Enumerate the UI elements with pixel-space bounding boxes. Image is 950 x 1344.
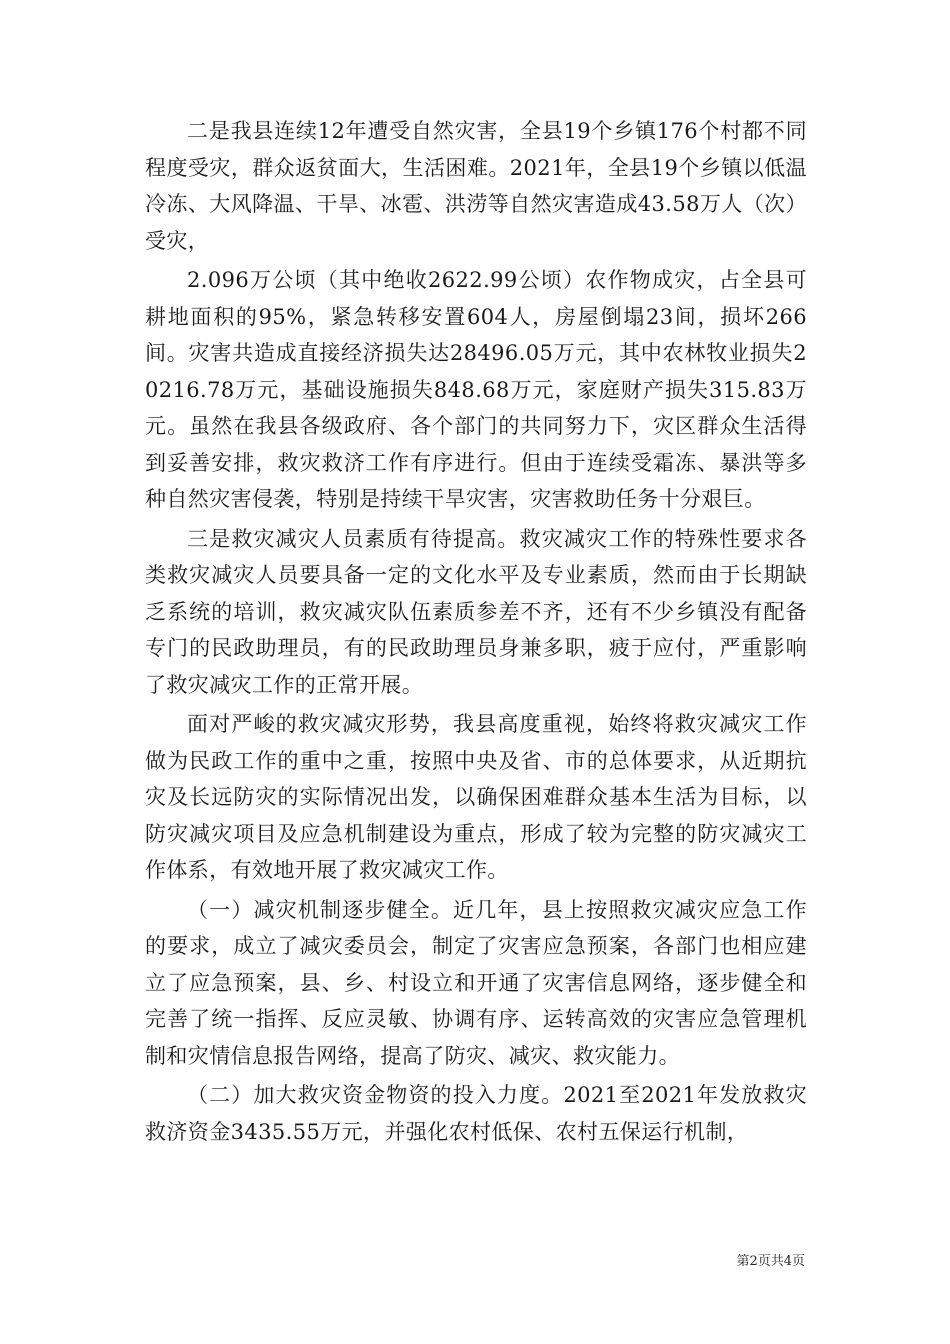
paragraph-funding: （二）加大救灾资金物资的投入力度。2021至2021年发放救灾救济资金3435.55万元，并强化农村低保、农村五保运行机制， <box>145 1083 807 1144</box>
paragraph-mechanism: （一）减灾机制逐步健全。近几年，县上按照救灾减灾应急工作的要求，成立了减灾委员会，制定了灾害应急预案，各部门也相应建立了应急预案，县、乡、村设立和开通了灾害信息网络，逐步健全和完善了统一指挥、反应灵敏、协调有序、运转高效的灾害应急管理机制和灾情信息报告网络，提高了防灾、减灾、救灾能力。 <box>145 897 807 1068</box>
paragraph-disaster-history: 二是我县连续12年遭受自然灾害，全县19个乡镇176个村都不同程度受灾，群众返贫面大，生活困难。2021年，全县19个乡镇以低温冷冻、大风降温、干旱、冰雹、洪涝等自然灾害造成43.58万人（次）受灾， <box>145 119 807 253</box>
paragraph-crop-losses: 2.096万公顷（其中绝收2622.99公顷）农作物成灾，占全县可耕地面积的95%，紧急转移安置604人，房屋倒塌23间，损坏266间。灾害共造成直接经济损失达28496.05万元，其中农林牧业损失20216.78万元，基础设施损失848.68万元，家庭财产损失315.83万元。虽然在我县各级政府、各个部门的共同努力下，灾区群众生活得到妥善安排，救灾救济工作有序进行。但由于连续受霜冻、暴洪等多种自然灾害侵袭，特别是持续干旱灾害，灾害救助任务十分艰巨。 <box>145 268 807 511</box>
paragraph-staff-quality: 三是救灾减灾人员素质有待提高。救灾减灾工作的特殊性要求各类救灾减灾人员要具备一定的文化水平及专业素质，然而由于长期缺乏系统的培训，救灾减灾队伍素质参差不齐，还有不少乡镇没有配备专门的民政助理员，有的民政助理员身兼多职，疲于应付，严重影响了救灾减灾工作的正常开展。 <box>145 526 807 697</box>
document-body <box>145 113 807 1150</box>
paragraph-county-response: 面对严峻的救灾减灾形势，我县高度重视，始终将救灾减灾工作做为民政工作的重中之重，按照中央及省、市的总体要求，从近期抗灾及长远防灾的实际情况出发，以确保困难群众基本生活为目标，以防灾减灾项目及应急机制建设为重点，形成了较为完整的防灾减灾工作体系，有效地开展了救灾减灾工作。 <box>145 712 807 882</box>
page-number: 第2页共4页 <box>736 1254 805 1269</box>
